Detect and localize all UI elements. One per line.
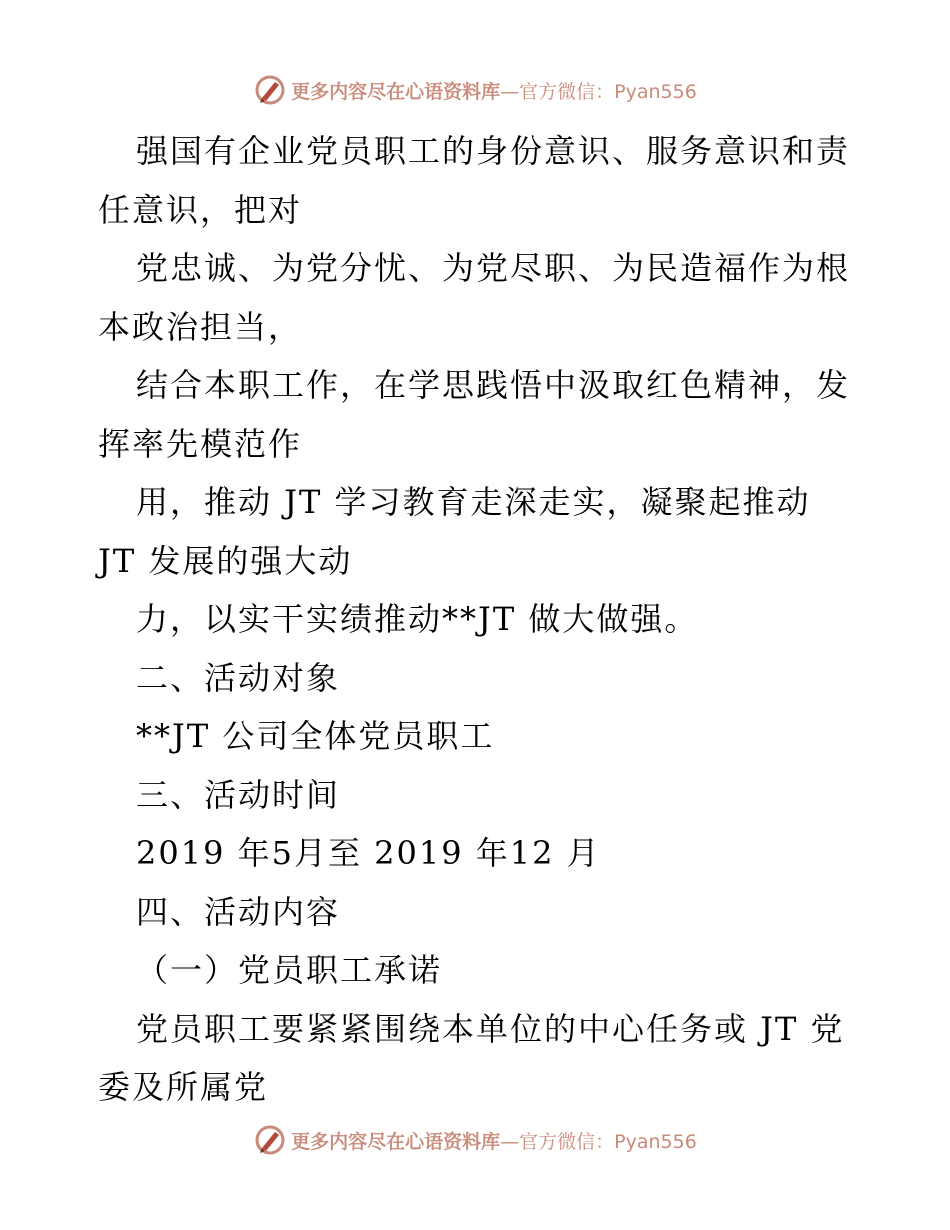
pen-circle-logo-icon	[253, 1123, 287, 1157]
text-line: 结合本职工作，在学思践悟中汲取红色精神，发	[136, 366, 851, 404]
section-heading-content: 四、活动内容	[136, 892, 341, 931]
text-line: JT 发展的强大动	[98, 541, 353, 580]
section-heading-time: 三、活动时间	[136, 775, 341, 814]
pen-circle-logo-icon	[253, 73, 287, 107]
text-line: 力，以实干实绩推动**JT 做大做强。	[136, 600, 699, 638]
watermark-text	[291, 1127, 697, 1154]
text-line: 任意识，把对	[98, 190, 303, 229]
watermark-suffix: 官方微信：Pyan556	[519, 1130, 697, 1153]
subsection-heading-commitment: （一）党员职工承诺	[136, 951, 443, 989]
watermark-main: 更多内容尽在心语资料库	[291, 80, 501, 103]
text-line: 党忠诚、为党分忧、为党尽职、为民造福作为根	[136, 249, 851, 287]
text-line: 用，推动 JT 学习教育走深走实，凝聚起推动	[136, 483, 811, 521]
watermark-dash: —	[500, 1130, 520, 1153]
text-line: 党员职工要紧紧围绕本单位的中心任务或 JT 党	[136, 1009, 845, 1048]
section-heading-targets: 二、活动对象	[136, 658, 341, 697]
watermark-main: 更多内容尽在心语资料库	[291, 1130, 501, 1153]
watermark-suffix: 官方微信：Pyan556	[519, 80, 697, 103]
watermark-top	[0, 70, 950, 110]
watermark-text	[291, 77, 697, 104]
watermark-bottom	[0, 1120, 950, 1160]
text-line: 2019 年5月至 2019 年12 月	[136, 834, 601, 872]
watermark-dash: —	[500, 80, 520, 103]
document-body	[98, 122, 858, 1117]
text-line: 本政治担当，	[98, 307, 303, 346]
text-line: 委及所属党	[98, 1068, 269, 1106]
text-line: **JT 公司全体党员职工	[136, 717, 495, 755]
text-line: 挥率先模范作	[98, 424, 303, 463]
text-line: 强国有企业党员职工的身份意识、服务意识和责	[136, 132, 851, 170]
